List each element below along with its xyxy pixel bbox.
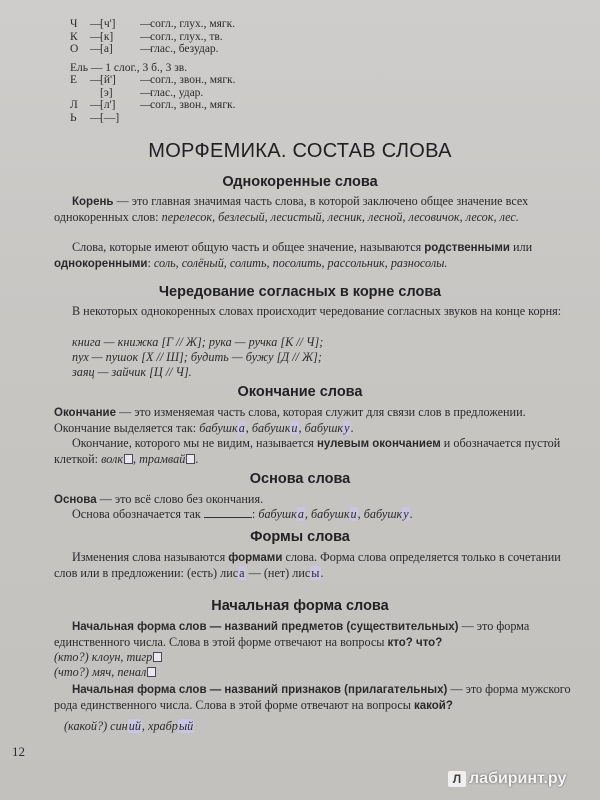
page-number: 12	[12, 744, 25, 759]
section-title-stem: Основа слова	[249, 471, 351, 487]
phon-row: [э] —глас., удар.	[100, 86, 204, 99]
initial-paragraph-1: Начальная форма слов — названий предметов (существительных) — это форма единственного числа. Слова в этой форме отвечают на вопросы кто? что?	[54, 619, 530, 649]
phonetic-analysis	[70, 18, 236, 124]
initial-paragraph-2: Начальная форма слов — названий признаков (прилагательных) — это форма мужского рода единственного числа. Слова в этой форме отвечают на вопросы какой?	[54, 682, 571, 712]
phon-row: О —[а] —глас., безудар.	[70, 43, 219, 55]
section-title-alternation: Чередование согласных в корне слова	[158, 284, 442, 300]
alternation-line: заяц — зайчик [Ц // Ч].	[72, 365, 192, 379]
section-title-ending: Окончание слова	[237, 384, 363, 400]
phon-row: Е —[й'] —согл., звон., мягк.	[70, 74, 236, 86]
empty-ending-box	[124, 454, 133, 464]
section-title-initial: Начальная форма слова	[211, 598, 389, 614]
initial-example-1: (кто?) клоун, тигр	[54, 650, 574, 665]
forms-paragraph: Изменения слова называются формами слова. Форма слова определяется только в сочетании слов или в предложении: (есть) лиса — (нет) лисы.	[54, 550, 561, 580]
roots-paragraph-2: Слова, которые имеют общую часть и общее значение, называются родственными или однокоренными: соль, солёный, солить, посолить, рассольник, разносолы.	[54, 240, 533, 270]
empty-ending-box	[186, 454, 195, 464]
alternation-intro: В некоторых однокоренных словах происходит чередование согласных звуков на конце корня:	[72, 304, 562, 318]
alternation-line: книга — книжка [Г // Ж]; рука — ручка [К // Ч];	[72, 335, 324, 349]
ending-paragraph-1: Окончание — это изменяемая часть слова, которая служит для связи слов в предложении. Окончание выделяется так: бабушка, бабушки, бабушку.	[54, 405, 526, 435]
ending-paragraph-2: Окончание, которого мы не видим, называется нулевым окончанием и обозначается пустой клеткой: волк , трамвай .	[54, 436, 561, 466]
initial-example-3: (какой?) синий, храбрый	[64, 719, 194, 733]
phon-row: Л —[л'] —согл., звон., мягк.	[70, 99, 236, 111]
section-title-forms: Формы слова	[250, 529, 350, 545]
stem-paragraph-2: Основа обозначается так : бабушка, бабушки, бабушку.	[72, 507, 413, 521]
stem-paragraph-1: Основа — это всё слово без окончания.	[54, 492, 264, 506]
initial-example-2: (что?) мяч, пенал	[54, 665, 574, 680]
section-title-roots: Однокоренные слова	[222, 174, 378, 190]
phon-row: Ч —[ч'] —согл., глух., мягк.	[70, 18, 236, 30]
roots-paragraph-1: Корень — это главная значимая часть слова, в которой заключено общее значение всех однокоренных слов: перелесок, безлесый, лесистый, лесник, лесной, лесовичок, лесок, лес.	[54, 194, 529, 224]
stem-underline-symbol	[204, 508, 252, 518]
labirint-logo-icon: Л	[448, 771, 466, 787]
phon-row: К —[к] —согл., глух., тв.	[70, 30, 223, 43]
phon-word-summary: Ель — 1 слог., 3 б., 3 зв.	[70, 61, 188, 74]
alternation-line: пух — пушок [Х // Ш]; будить — бужу [Д // Ж];	[72, 350, 322, 364]
phon-row: Ь —[—]	[70, 111, 120, 124]
main-title: МОРФЕМИКА. СОСТАВ СЛОВА	[148, 140, 452, 162]
watermark: Л лабиринт.ру	[448, 770, 566, 788]
